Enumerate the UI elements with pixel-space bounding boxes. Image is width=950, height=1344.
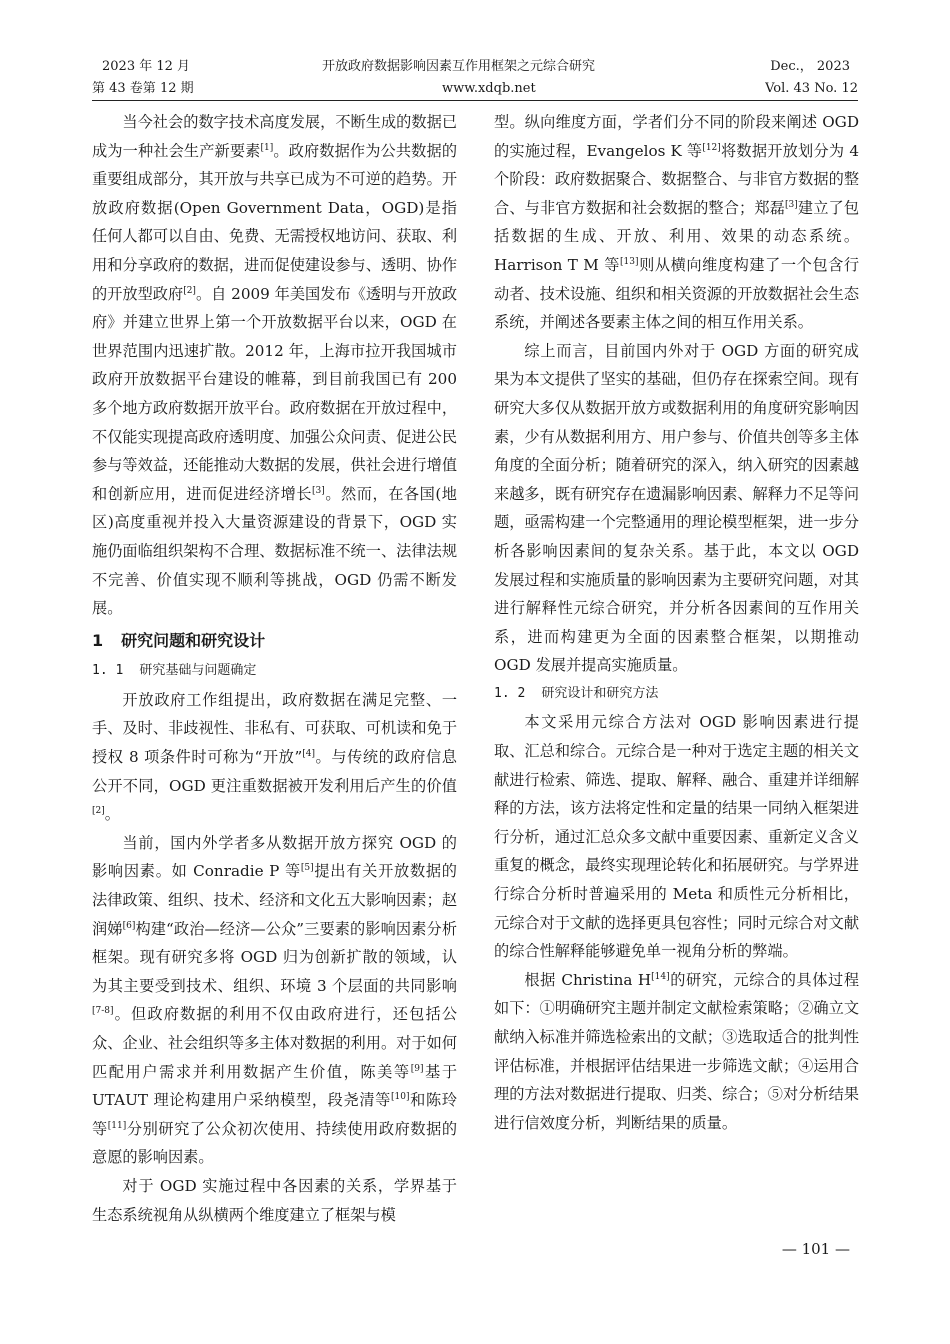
header-url: www.xdqb.net [442, 81, 536, 96]
body-paragraph: 开放政府工作组提出，政府数据在满足完整、一手、及时、非歧视性、非私有、可获取、可机读和免于授权 8 项条件时可称为“开放”[4]。与传统的政府信息公开不同，OGD 更注重数据被开发利用后产生的价值[2]。 [92, 690, 457, 824]
citation: [7-8] [92, 1006, 114, 1017]
body-paragraph: 当前，国内外学者多从数据开放方探究 OGD 的影响因素。如 Conradie P 等[5]提出有关开放数据的法律政策、组织、技术、经济和文化五大影响因素；赵润娣[6]构建“政治—经济—公众”三要素的影响因素分析框架。现有研究多将 OGD 归为创新扩散的领域，认为其主要受到技术、组织、环境 3 个层面的共同影响[7-8]。但政府数据的利用不仅由政府进行，还包括公众、企业、社会组织等多主体对数据的利用。对于如何匹配用户需求并利用数据产生价值，陈美等[9]基于 UTAUT 理论构建用户采纳模型，段尧清等[10]和陈玲等[11]分别研究了公众初次使用、持续使用政府数据的意愿的影响因素。 [92, 833, 458, 1167]
citation: [11] [107, 1120, 127, 1131]
running-header [92, 58, 858, 98]
citation: [3] [785, 199, 798, 210]
subsection-heading: 1. 1 研究基础与问题确定 [92, 663, 257, 679]
header-article-title: 开放政府数据影响因素互作用框架之元综合研究 [322, 59, 596, 74]
header-rule [92, 100, 858, 101]
body-paragraph: 本文采用元综合方法对 OGD 影响因素进行提取、汇总和综合。元综合是一种对于选定主题的相关文献进行检索、筛选、提取、解释、融合、重建并详细解释的方法，该方法将定性和定量的结果一同纳入框架进行分析，通过汇总众多文献中重要因素、重新定义含义重复的概念，最终实现理论转化和拓展研究。与学界进行综合分析时普遍采用的 Meta 和质性元分析相比，元综合对于文献的选择更具包容性；同时元综合对文献的综合性解释能够避免单一视角分析的弊端。 [494, 713, 859, 961]
section-heading: 1 研究问题和研究设计 [92, 630, 266, 650]
header-volume-en: Vol. 43 No. 12 [765, 81, 858, 96]
citation: [13] [620, 256, 639, 267]
citation: [2] [92, 806, 105, 817]
citation: [12] [702, 142, 721, 153]
citation: [2] [183, 285, 196, 296]
body-paragraph: 根据 Christina H[14]的研究，元综合的具体过程如下：①明确研究主题并制定文献检索策略；②确立文献纳入标准并筛选检索出的文献；③选取适合的批判性评估标准，并根据评估结果进一步筛选文献；④运用合理的方法对数据进行提取、归类、综合；⑤对分析结果进行信效度分析，判断结果的质量。 [494, 970, 860, 1132]
body-paragraph: 对于 OGD 实施过程中各因素的关系，学界基于生态系统视角从纵横两个维度建立了框架与模 [92, 1176, 457, 1224]
citation: [14] [651, 971, 670, 982]
body-paragraph: 型。纵向维度方面，学者们分不同的阶段来阐述 OGD 的实施过程，Evangelos K 等[12]将数据开放划分为 4 个阶段：政府数据聚合、数据整合、与非官方数据的整合、与非官方数据和社会数据的整合；郑磊[3]建立了包括数据的生成、开放、利用、效果的动态系统。Harrison T M 等[13]则从横向维度构建了一个包含行动者、技术设施、组织和相关资源的开放数据社会生态系统，并阐述各要素主体之间的相互作用关系。 [494, 113, 860, 332]
citation: [3] [312, 485, 325, 496]
header-date-en: Dec.， 2023 [770, 59, 850, 74]
citation: [9] [410, 1063, 424, 1074]
citation: [6] [122, 920, 136, 931]
right-column [494, 108, 859, 1137]
intro-paragraph: 当今社会的数字技术高度发展，不断生成的数据已成为一种社会生产新要素[1]。政府数据作为公共数据的重要组成部分，其开放与共享已成为不可逆的趋势。开放政府数据(Open Government Data，OGD)是指任何人都可以自由、免费、无需授权地访问、获取、利用和分享政府的数据，进而促使建设参与、透明、协作的开放型政府[2]。自 2009 年美国发布《透明与开放政府》并建立世界上第一个开放数据平台以来，OGD 在世界范围内迅速扩散。2012 年，上海市拉开我国城市政府开放数据平台建设的帷幕，到目前我国已有 200 多个地方政府数据开放平台。政府数据在开放过程中，不仅能实现提高政府透明度、加强公众问责、促进公民参与等效益，还能推动大数据的发展，供社会进行增值和创新应用，进而促进经济增长[3]。然而，在各国(地区)高度重视并投入大量资源建设的背景下，OGD 实施仍面临组织架构不合理、数据标准不统一、法律法规不完善、价值实现不顺利等挑战，OGD 仍需不断发展。 [92, 113, 458, 618]
citation: [10] [391, 1092, 410, 1103]
body-paragraph: 综上而言，目前国内外对于 OGD 方面的研究成果为本文提供了坚实的基础，但仍存在探索空间。现有研究大多仅从数据开放方或数据利用的角度研究影响因素，少有从数据利用方、用户参与、价值共创等多主体角度的全面分析；随着研究的深入，纳入研究的因素越来越多，既有研究存在遗漏影响因素、解释力不足等问题，亟需构建一个完整通用的理论模型框架，进一步分析各影响因素间的复杂关系。基于此，本文以 OGD 发展过程和实施质量的影响因素为主要研究问题，对其进行解释性元综合研究，并分析各因素间的互作用关系，进而构建更为全面的因素整合框架，以期推动 OGD 发展并提高实施质量。 [494, 341, 859, 675]
left-column [92, 108, 457, 1229]
header-date-cn: 2023 年 12 月 [102, 59, 191, 74]
header-volume-cn: 第 43 卷第 12 期 [92, 81, 194, 96]
citation: [1] [260, 142, 274, 153]
page-number: — 101 — [781, 1240, 850, 1258]
subsection-heading: 1. 2 研究设计和研究方法 [494, 685, 659, 701]
citation: [5] [300, 863, 314, 874]
citation: [4] [302, 749, 315, 760]
